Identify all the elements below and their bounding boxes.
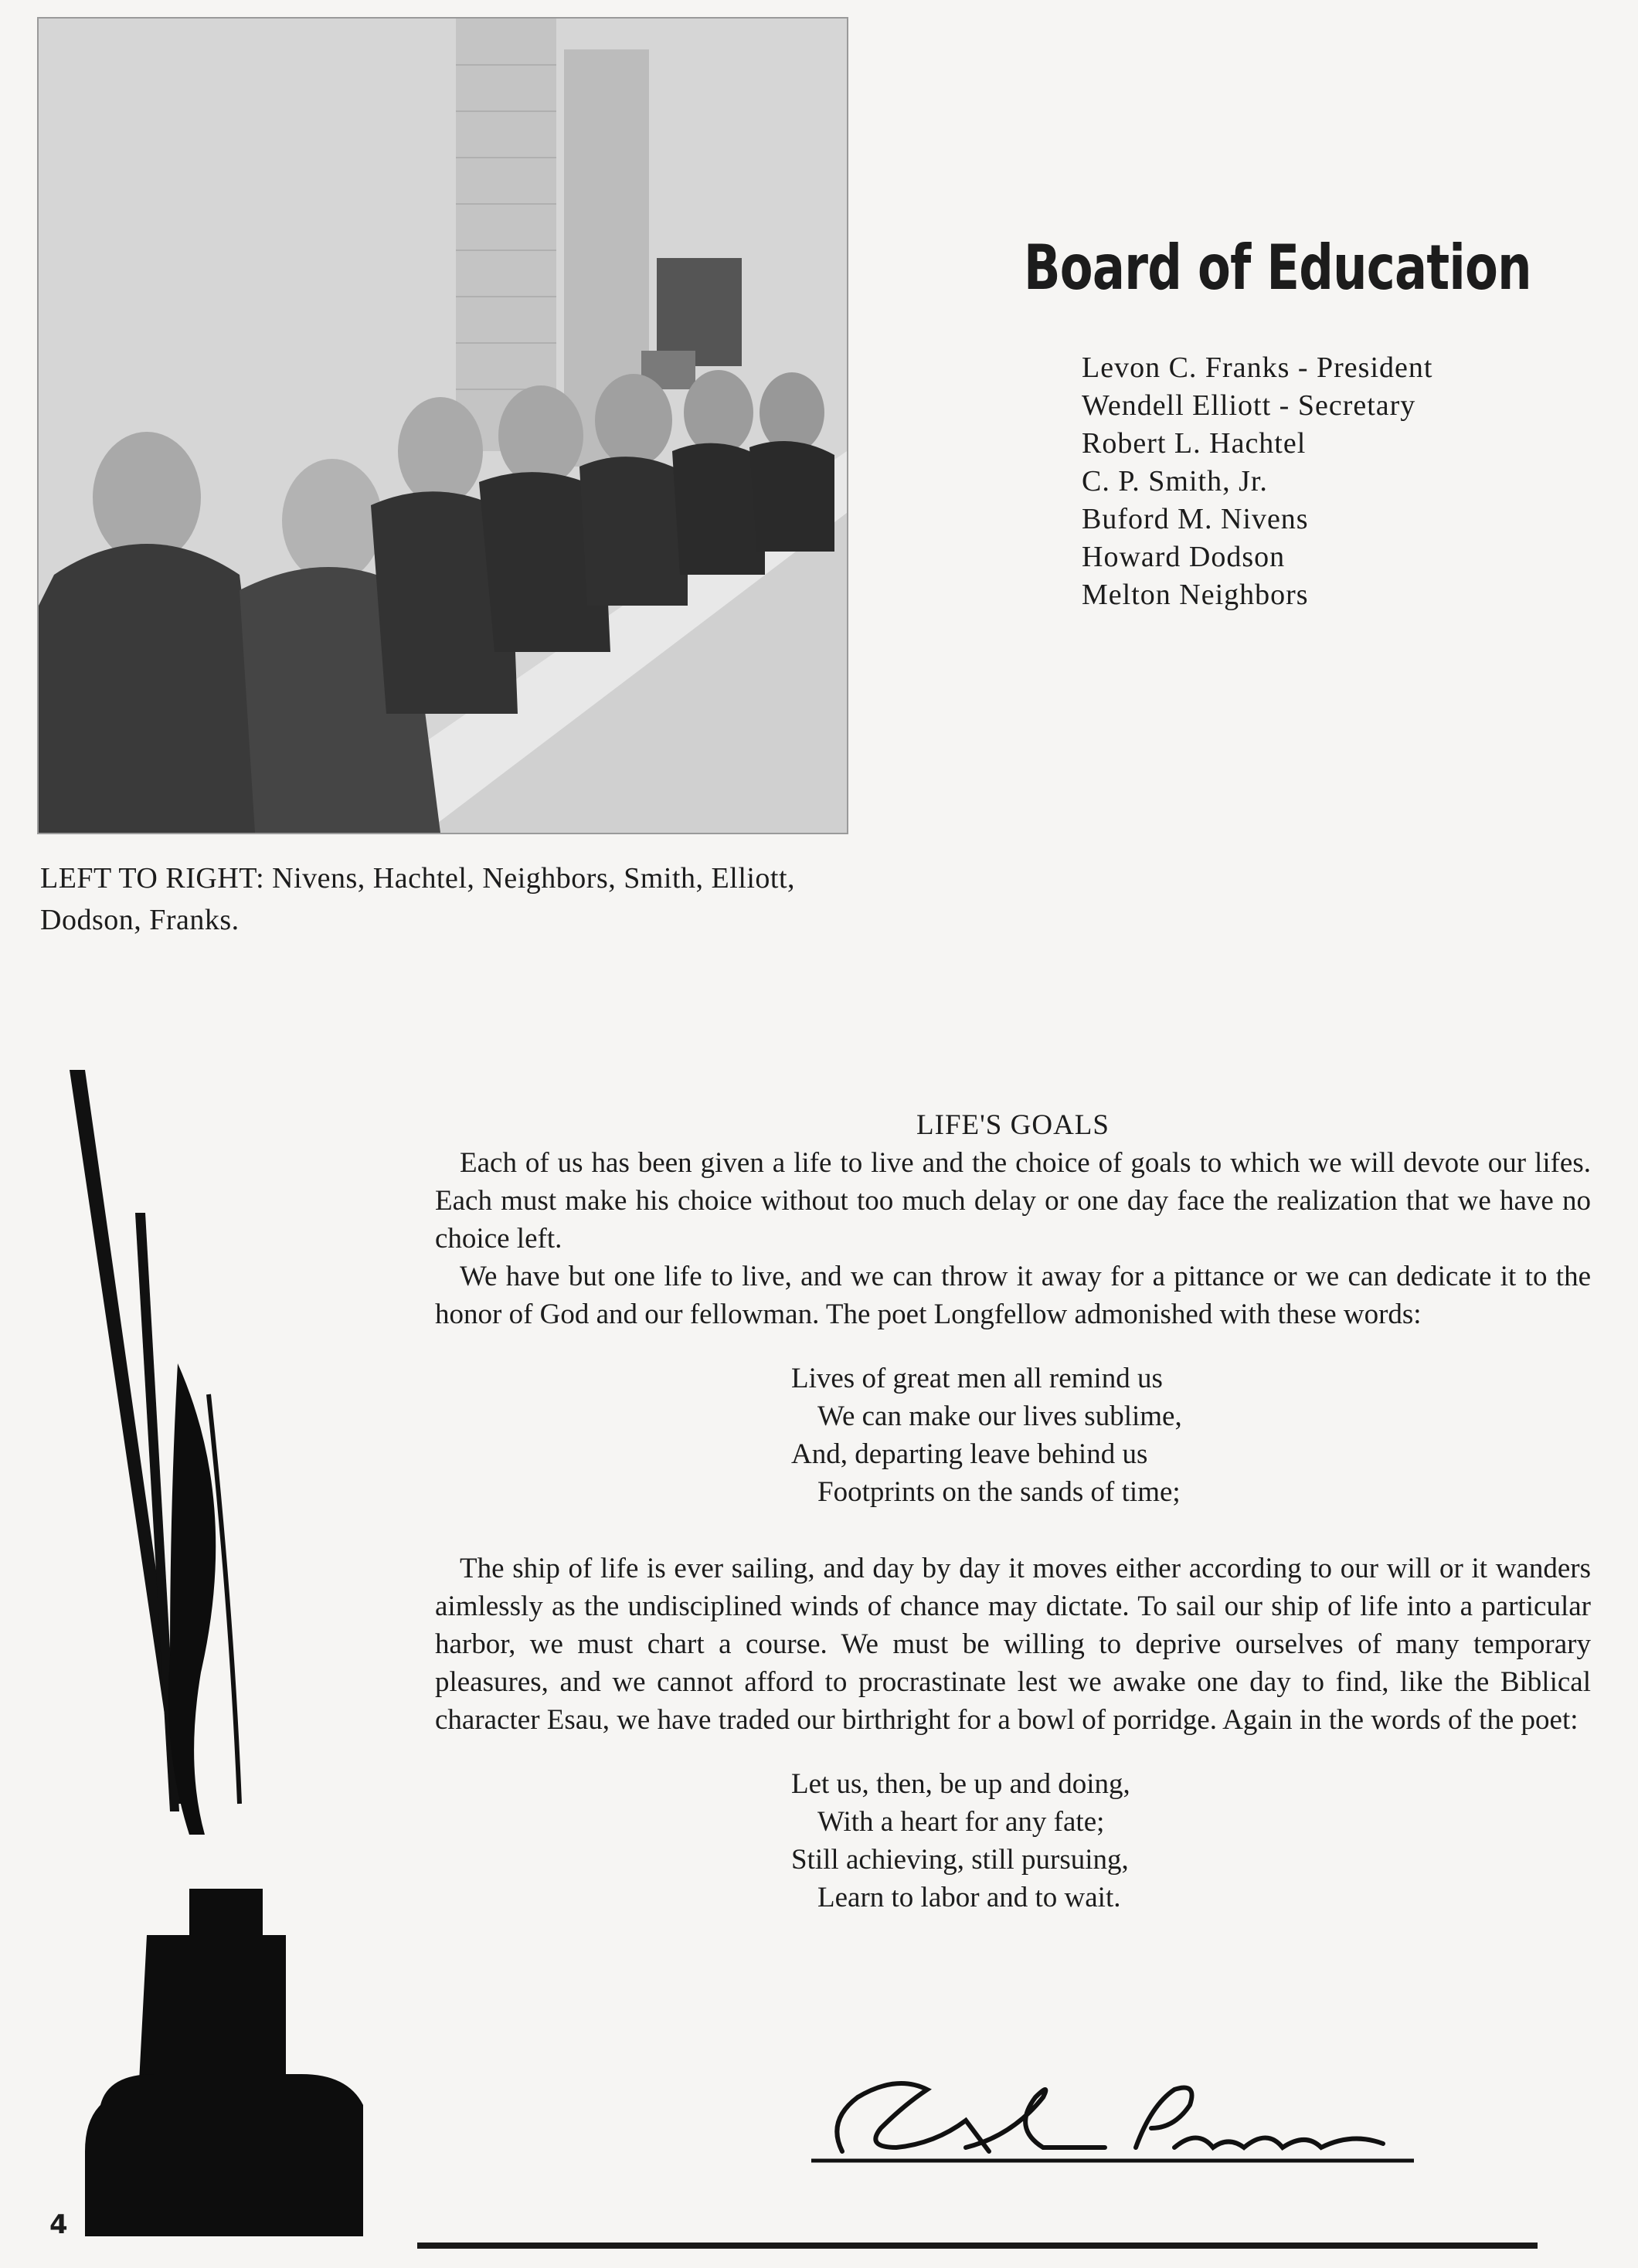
poem-line: With a heart for any fate; — [817, 1806, 1105, 1838]
poem-line: We can make our lives sublime, — [817, 1401, 1182, 1432]
poem-line: Footprints on the sands of time; — [817, 1476, 1181, 1508]
poem-line: Learn to labor and to wait. — [817, 1882, 1121, 1913]
poem-line: Lives of great men all remind us — [791, 1363, 1163, 1394]
poem-line: Still achieving, still pursuing, — [791, 1844, 1129, 1876]
board-member: Wendell Elliott - Secretary — [1082, 389, 1416, 422]
board-member-list — [1082, 349, 1432, 614]
board-member: Robert L. Hachtel — [1082, 427, 1307, 460]
board-member: Howard Dodson — [1082, 541, 1286, 573]
poem-stanza — [791, 1765, 1591, 1917]
essay-paragraph: The ship of life is ever sailing, and day by day it moves either according to our will or it wanders aimlessly as the undisciplined winds of chance may dictate. To sail our ship of life into a particular harbor, we must chart a course. We must be willing to deprive ourselves of many temporary pleasures, and we cannot afford to procrastinate lest we awake one day to find, like the Biblical character Esau, we have traded our birthright for a bowl of porridge. Again in the words of the poet: — [435, 1553, 1591, 1736]
page-number: 4 — [49, 2209, 68, 2240]
board-member: C. P. Smith, Jr. — [1082, 465, 1268, 497]
poem-line: Let us, then, be up and doing, — [791, 1768, 1130, 1800]
essay — [435, 1106, 1591, 1917]
board-photo-image — [39, 19, 847, 833]
photo-caption: LEFT TO RIGHT: Nivens, Hachtel, Neighbors, Smith, Elliott, Dodson, Franks. — [40, 862, 796, 936]
page-title: Board of Education — [1024, 232, 1531, 304]
essay-paragraph: Each of us has been given a life to live and the choice of goals to which we will devote our lifes. Each must make his choice without too much delay or one day face the realization that we have no choice left. — [435, 1147, 1591, 1255]
quill-inkwell-icon — [54, 1070, 471, 2236]
board-member: Melton Neighbors — [1082, 579, 1309, 611]
essay-paragraph: We have but one life to live, and we can throw it away for a pittance or we can dedicate it to the honor of God and our fellowman. The poet Longfellow admonished with these words: — [435, 1261, 1591, 1330]
essay-title: LIFE'S GOALS — [916, 1109, 1110, 1141]
poem-line: And, departing leave behind us — [791, 1438, 1148, 1470]
poem-stanza — [791, 1360, 1591, 1511]
board-photo — [37, 17, 848, 834]
board-member: Buford M. Nivens — [1082, 503, 1309, 535]
signature — [811, 2074, 1429, 2167]
board-member: Levon C. Franks - President — [1082, 351, 1433, 384]
divider-rule — [417, 2243, 1538, 2249]
